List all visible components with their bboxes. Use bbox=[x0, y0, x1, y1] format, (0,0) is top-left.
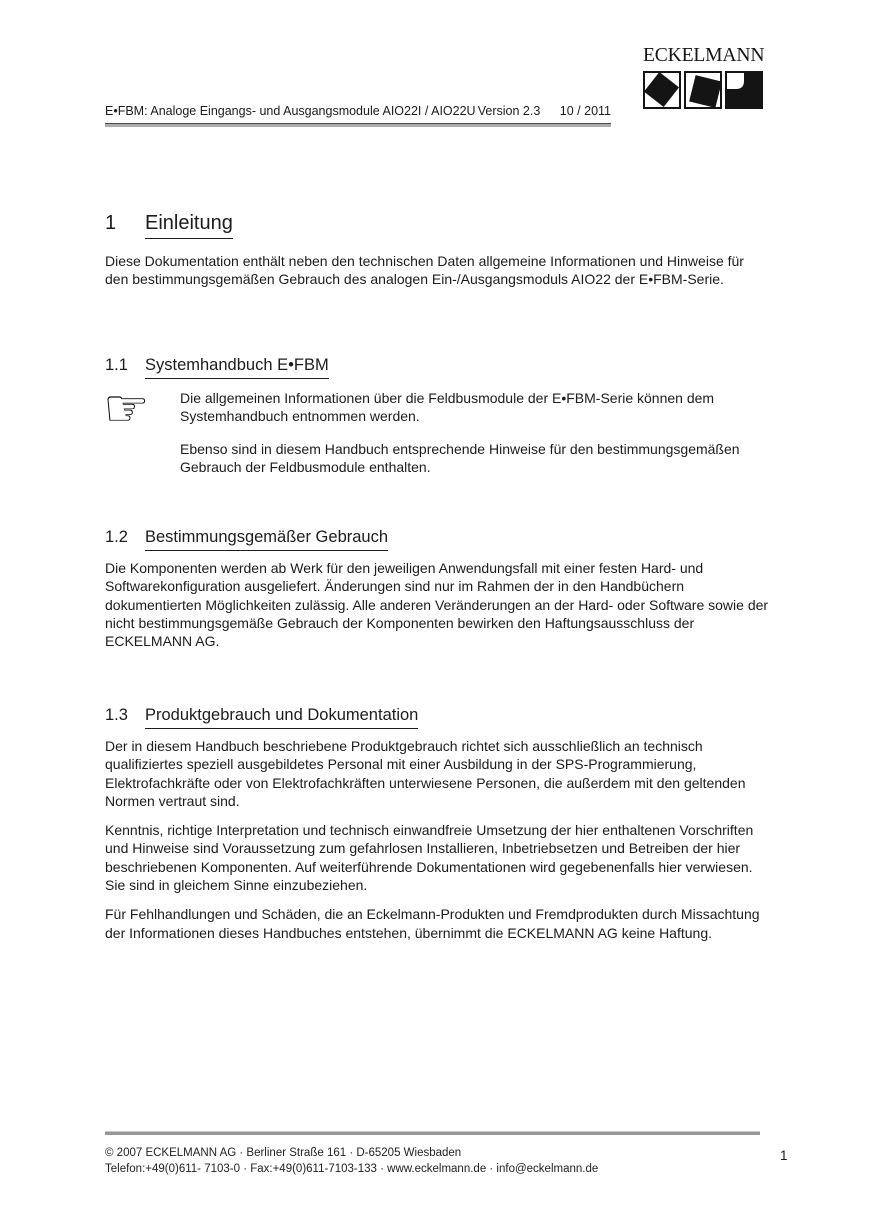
chapter-heading bbox=[105, 211, 233, 239]
date-label: 10 / 2011 bbox=[559, 104, 611, 118]
logo-square-1-icon bbox=[643, 71, 681, 109]
logo-square-3-icon bbox=[725, 71, 763, 109]
intro-paragraph bbox=[105, 252, 769, 289]
section-heading-1-1 bbox=[105, 355, 329, 379]
section-title: Bestimmungsgemäßer Gebrauch bbox=[145, 527, 388, 551]
footer-rule bbox=[105, 1131, 760, 1135]
page-number: 1 bbox=[780, 1148, 788, 1163]
eckelmann-logo bbox=[643, 44, 767, 109]
note-text bbox=[180, 384, 769, 476]
section-title: Systemhandbuch E•FBM bbox=[145, 355, 329, 379]
chapter-number: 1 bbox=[105, 212, 117, 234]
footer-contact: Telefon:+49(0)611- 7103-0 · Fax:+49(0)611-7103-133 · www.eckelmann.de · info@eckelmann.de bbox=[105, 1162, 599, 1175]
page-footer bbox=[105, 1146, 665, 1177]
logo-square-2-icon bbox=[684, 71, 722, 109]
footer-address: © 2007 ECKELMANN AG · Berliner Straße 161 · D-65205 Wiesbaden bbox=[105, 1147, 462, 1159]
section-heading-1-3 bbox=[105, 705, 418, 729]
version-label: Version 2.3 bbox=[477, 104, 541, 118]
header-rule bbox=[105, 123, 611, 127]
paragraph: Kenntnis, richtige Interpretation und technisch einwandfreie Umsetzung der hier enthaltenen Vorschriften und Hinweise sind Voraussetzung zum gefahrlosen Installieren, Inbetriebsetzen und Betreiben der hier beschriebenen Komponenten. Auf weiterführende Dokumentationen wird gegebenenfalls hier verwiesen. Sie sind in gleichem Sinne einzubeziehen. bbox=[105, 822, 754, 894]
section-heading-1-2 bbox=[105, 527, 388, 551]
section-1-3-body bbox=[105, 737, 769, 942]
paragraph: Der in diesem Handbuch beschriebene Produktgebrauch richtet sich ausschließlich an technisch qualifiziertes speziell ausgebildetes Personal mit einer Ausbildung in der SPS-Programmierung, Elektrofachkräfte oder von Elektrofachkräften unterwiesene Personen, die außerdem mit den geltenden Normen vertraut sind. bbox=[105, 738, 746, 809]
paragraph: Für Fehlhandlungen und Schäden, die an Eckelmann-Produkten und Fremdprodukten durch Missachtung der Informationen dieses Handbuches entstehen, übernimmt die ECKELMANN AG keine Haftung. bbox=[105, 906, 760, 941]
section-title: Produktgebrauch und Dokumentation bbox=[145, 705, 418, 729]
paragraph: Die Komponenten werden ab Werk für den jeweiligen Anwendungsfall mit einer festen Hard- und Softwarekonfiguration ausgeliefert. Änderungen sind nur im Rahmen der in den Handbüchern dokumentierten Möglichkeiten zulässig. Alle anderen Veränderungen an der Hard- oder Software sowie der nicht bestimmungsgemäße Gebrauch der Komponenten bewirken den Haftungsausschluss der ECKELMANN AG. bbox=[105, 560, 769, 650]
header-version-info bbox=[478, 104, 611, 119]
pointing-hand-icon: ☞ bbox=[103, 380, 150, 438]
paragraph: Diese Dokumentation enthält neben den technischen Daten allgemeine Informationen und Hinweise für den bestimmungsgemäßen Gebrauch des analogen Ein-/Ausgangsmoduls AIO22 der E•FBM-Serie. bbox=[105, 253, 744, 288]
page-header bbox=[105, 104, 611, 127]
logo-wordmark: ECKELMANN bbox=[643, 44, 765, 66]
paragraph: Ebenso sind in diesem Handbuch entsprechende Hinweise für den bestimmungsgemäßen Gebrauch der Feldbusmodule enthalten. bbox=[180, 440, 740, 475]
chapter-title: Einleitung bbox=[145, 211, 233, 239]
section-number: 1.3 bbox=[105, 706, 128, 724]
section-number: 1.1 bbox=[105, 356, 128, 374]
logo-squares bbox=[643, 71, 767, 109]
note-block bbox=[103, 380, 769, 476]
section-1-2-body bbox=[105, 559, 769, 650]
header-document-title: E•FBM: Analoge Eingangs- und Ausgangsmodule AIO22I / AIO22U bbox=[105, 104, 476, 118]
section-number: 1.2 bbox=[105, 528, 128, 546]
paragraph: Die allgemeinen Informationen über die Feldbusmodule der E•FBM-Serie können dem Systemhandbuch entnommen werden. bbox=[180, 390, 715, 425]
